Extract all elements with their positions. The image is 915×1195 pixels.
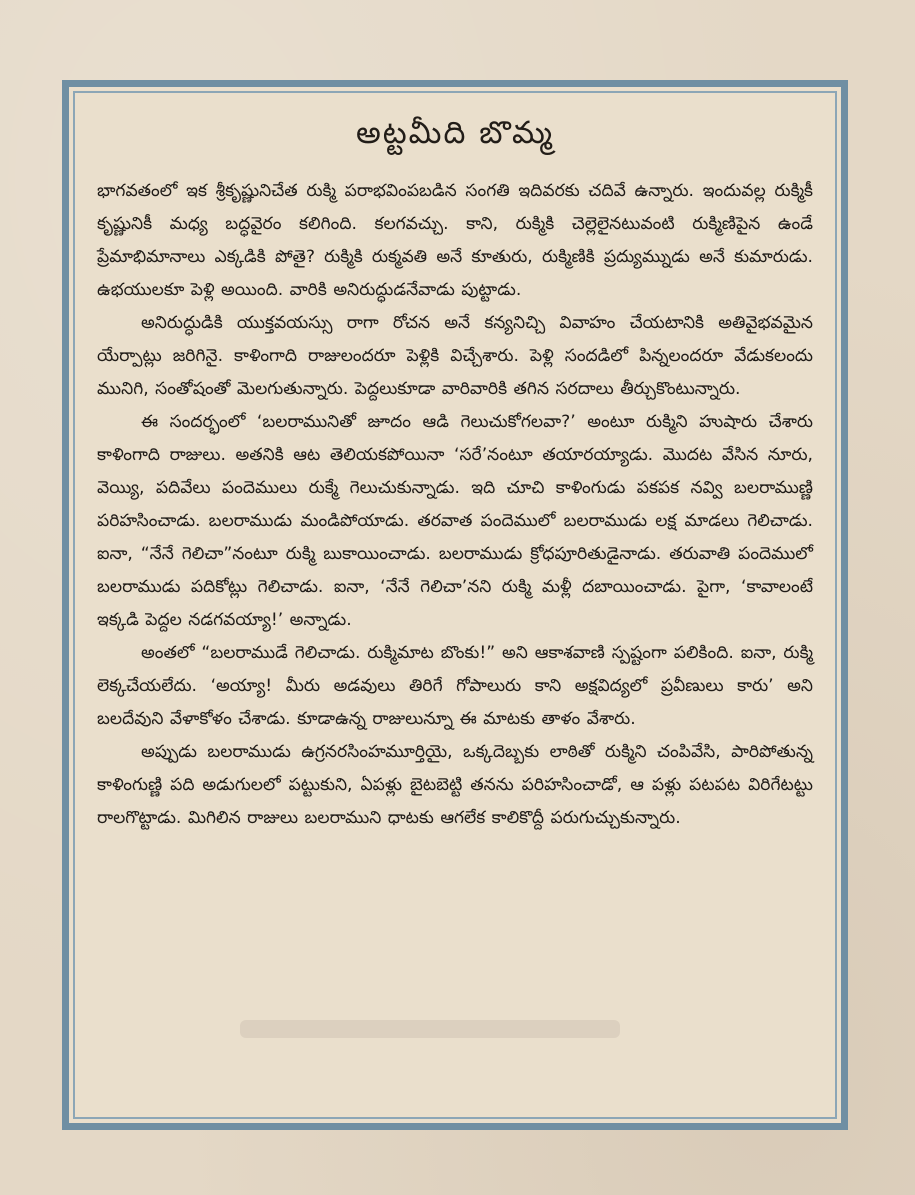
paragraph-5: అప్పుడు బలరాముడు ఉగ్రనరసింహమూర్తియై, ఒక్కదెబ్బకు లాఠితో రుక్మిని చంపివేసి, పారిపోతున్న కాళింగుణ్ణి పది అడుగులలో పట్టుకుని, ఏపళ్లు బైటబెట్టి తనను పరిహసించాడో, ఆ పళ్లు పటపట విరిగేటట్టు రాలగొట్టాడు. మిగిలిన రాజులు బలరాముని ధాటకు ఆగలేక కాలికొద్దీ పరుగుచ్చుకున్నారు. [97,742,813,828]
paragraph-4: అంతలో “బలరాముడే గెలిచాడు. రుక్మిమాట బొంకు!” అని ఆకాశవాణి స్పష్టంగా పలికింది. ఐనా, రుక్మి లెక్కచేయలేదు. ‘అయ్యా! మీరు అడవులు తిరిగే గోపాలురు కాని అక్షవిద్యలో ప్రవీణులు కారు’ అని బలదేవుని వేళాకోళం చేశాడు. కూడాఉన్న రాజులున్నూ ఈ మాటకు తాళం వేశారు. [97,643,813,729]
paragraph-1: భాగవతంలో ఇక శ్రీకృష్ణునిచేత రుక్మి పరాభవింపబడిన సంగతి ఇదివరకు చదివే ఉన్నారు. ఇందువల్ల రుక్మికీ కృష్ణునికీ మధ్య బద్ధవైరం కలిగింది. కలగవచ్చు. కాని, రుక్మికి చెల్లెలైనటువంటి రుక్మిణిపైన ఉండే ప్రేమాభిమానాలు ఎక్కడికి పోతై? రుక్మికి రుక్మవతి అనే కూతురు, రుక్మిణికి ప్రద్యుమ్నుడు అనే కుమారుడు. ఉభయులకూ పెళ్లి అయింది. వారికి అనిరుద్ధుడనేవాడు పుట్టాడు. [97,181,813,300]
paragraph-3: ఈ సందర్భంలో ‘బలరామునితో జూదం ఆడి గెలుచుకోగలవా?’ అంటూ రుక్మిని హుషారు చేశారు కాళింగాది రాజులు. అతనికి ఆట తెలియకపోయినా ‘సరే’నంటూ తయారయ్యాడు. మొదట వేసిన నూరు, వెయ్యి, పదివేలు పందెములు రుక్మే గెలుచుకున్నాడు. ఇది చూచి కాళింగుడు పకపక నవ్వి బలరాముణ్ణి పరిహసించాడు. బలరాముడు మండిపోయాడు. తరవాత పందెములో బలరాముడు లక్ష మాడలు గెలిచాడు. ఐనా, “నేనే గెలిచా”నంటూ రుక్మి బుకాయించాడు. బలరాముడు క్రోధపూరితుడైనాడు. తరువాతి పందెములో బలరాముడు పదికోట్లు గెలిచాడు. ఐనా, ‘నేనే గెలిచా’నని రుక్మి మళ్లీ దబాయించాడు. పైగా, ‘కావాలంటే ఇక్కడి పెద్దల నడగవయ్యా!’ అన్నాడు. [97,412,813,630]
story-content [97,113,813,835]
bleed-through-smudge [240,1020,620,1038]
story-frame [62,80,848,1130]
story-title: అట్టమీది బొమ్మ [355,115,555,151]
paragraph-2: అనిరుద్ధుడికి యుక్తవయస్సు రాగా రోచన అనే కన్యనిచ్చి వివాహం చేయటానికి అతివైభవమైన యేర్పాట్లు జరిగినై. కాళింగాది రాజులందరూ పెళ్లికి విచ్చేశారు. పెళ్లి సందడిలో పిన్నలందరూ వేడుకలందు మునిగి, సంతోషంతో మెలగుతున్నారు. పెద్దలుకూడా వారివారికి తగిన సరదాలు తీర్చుకొంటున్నారు. [97,313,813,399]
